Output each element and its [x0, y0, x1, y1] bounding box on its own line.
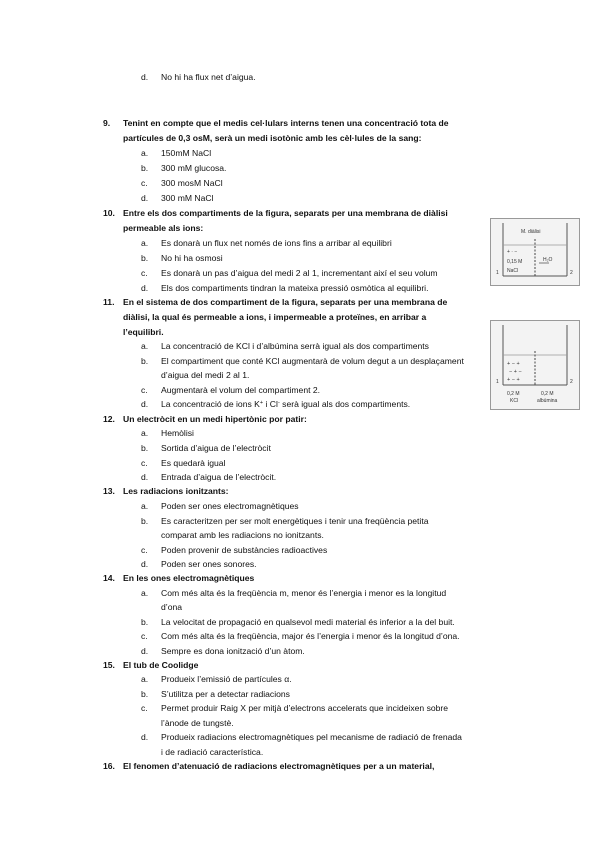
question-text: partícules de 0,3 osM, serà un medi isotònic amb les cèl·lules de la sang:	[123, 133, 422, 143]
option-text: Augmentarà el volum del compartiment 2.	[161, 385, 321, 395]
option-letter: c.	[141, 268, 148, 278]
q9-stem	[103, 118, 449, 129]
option-letter: b.	[141, 516, 149, 526]
option-text: d’ona	[161, 602, 183, 612]
q15-option-a	[141, 674, 292, 685]
q12-option-b	[141, 443, 271, 454]
q12-stem	[103, 414, 307, 425]
option-text: Hemòlisi	[161, 428, 194, 438]
q10-option-d	[141, 283, 428, 294]
option-letter: b.	[141, 356, 149, 366]
option-letter: d.	[141, 193, 149, 203]
option-text: 150mM NaCl	[161, 148, 212, 158]
ion-signs-2: − + −	[509, 369, 522, 375]
option-text: Poden provenir de substàncies radioactives	[161, 545, 328, 555]
right-solute: albúmina	[537, 398, 558, 404]
q16-stem	[103, 761, 434, 772]
question-text: Les radiacions ionitzants:	[123, 486, 229, 496]
question-text: En el sistema de dos compartiment de la figura, separats per una membrana de	[123, 297, 448, 307]
option-letter: b.	[141, 253, 149, 263]
option-text: El compartiment que conté KCl augmentarà de volum degut a un desplaçament	[161, 356, 464, 366]
option-letter: d.	[141, 646, 149, 656]
option-text: Permet produir Raig X per mitjà d’electrons accelerats que incideixen sobre	[161, 703, 449, 713]
superscript-plus: +	[259, 400, 264, 406]
question-text: permeable als ions:	[123, 223, 204, 233]
option-text: Poden ser ones electromagnètiques	[161, 501, 299, 511]
option-text: La concentració de KCl i d’albúmina serrà igual als dos compartiments	[161, 341, 429, 351]
q10-option-a	[141, 238, 392, 249]
option-letter: d.	[141, 283, 149, 293]
q14-option-c	[141, 631, 460, 642]
option-letter: d.	[141, 559, 149, 569]
option-letter: b.	[141, 163, 149, 173]
q9-option-b	[141, 163, 226, 174]
q11-option-b	[141, 356, 464, 367]
option-text: 300 mosM NaCl	[161, 178, 223, 188]
membrane-label: M. diàlisi	[521, 229, 541, 235]
question-number: 15.	[103, 660, 115, 670]
left-concentration: 0,2 M	[507, 391, 520, 397]
q11-stem-cont-2	[123, 327, 164, 338]
option-letter: c.	[141, 631, 148, 641]
q14-option-a	[141, 588, 446, 599]
option-text: Es donarà un pas d’aigua del medi 2 al 1, incrementant així el seu volum	[161, 268, 438, 278]
q15-option-c	[141, 703, 448, 714]
q12-option-c	[141, 458, 226, 469]
question-number: 16.	[103, 761, 115, 771]
q15-option-b	[141, 689, 290, 700]
q12-option-d	[141, 472, 276, 483]
q11-option-d	[141, 399, 410, 410]
q9-stem-cont	[123, 133, 422, 144]
question-number: 11.	[103, 297, 115, 307]
option-letter: c.	[141, 703, 148, 713]
q10-dialysis-figure	[490, 218, 580, 286]
question-text: Un electròcit en un medi hipertònic por patir:	[123, 414, 307, 424]
q11-stem	[103, 297, 447, 308]
question-number: 13.	[103, 486, 115, 496]
option-text: l’ànode de tungstè.	[161, 718, 234, 728]
option-text: La concentració de ions K	[161, 399, 260, 409]
option-text: Sempre es dona ionització d’un àtom.	[161, 646, 305, 656]
option-text: Es donarà un flux net només de ions fins a arribar al equilibri	[161, 238, 392, 248]
option-letter: a.	[141, 674, 149, 684]
q11-option-c	[141, 385, 320, 396]
side-2-label: 2	[570, 379, 573, 385]
q8-option-d	[141, 72, 256, 83]
option-text: S’utilitza per a detectar radiacions	[161, 689, 290, 699]
superscript-minus: -	[277, 400, 280, 406]
option-letter: c.	[141, 178, 148, 188]
q14-stem	[103, 573, 254, 584]
option-letter: a.	[141, 238, 149, 248]
q9-option-a	[141, 148, 211, 159]
option-text: serà igual als dos compartiments.	[279, 399, 411, 409]
option-text: i Cl	[263, 399, 278, 409]
option-letter: a.	[141, 341, 149, 351]
question-text: l’equilibri.	[123, 327, 164, 337]
q13-option-a	[141, 501, 299, 512]
kcl-albumin-diagram	[491, 321, 579, 409]
option-letter: d.	[141, 399, 149, 409]
option-letter: c.	[141, 458, 148, 468]
q10-stem-cont	[123, 223, 203, 234]
option-text: Com més alta és la freqüència m, menor és l’energia i menor es la longitud	[161, 588, 447, 598]
q11-option-b-cont	[161, 370, 249, 381]
question-number: 9.	[103, 118, 111, 128]
option-text: Poden ser ones sonores.	[161, 559, 257, 569]
q13-option-c	[141, 545, 327, 556]
q15-option-d	[141, 732, 462, 743]
option-letter: a.	[141, 148, 149, 158]
q15-option-d-cont	[161, 747, 263, 758]
option-text: Produeix radiacions electromagnètiques pel mecanisme de radiació de frenada	[161, 732, 462, 742]
option-text: No hi ha osmosi	[161, 253, 223, 263]
q13-stem	[103, 486, 229, 497]
q14-option-b	[141, 617, 455, 628]
q9-option-d	[141, 193, 214, 204]
question-text: En les ones electromagnètiques	[123, 573, 255, 583]
option-text: 300 mM NaCl	[161, 193, 214, 203]
ion-signs-3: + − +	[507, 377, 520, 383]
q11-dialysis-figure	[490, 320, 580, 410]
left-solute: KCl	[510, 398, 519, 404]
q10-option-b	[141, 253, 223, 264]
option-letter: c.	[141, 385, 148, 395]
option-text: Els dos compartiments tindran la mateixa pressió osmòtica al equilibri.	[161, 283, 429, 293]
left-solute: NaCl	[507, 268, 519, 274]
question-text: Entre els dos compartiments de la figura, separats per una membrana de diàlisi	[123, 208, 448, 218]
option-letter: d.	[141, 72, 149, 82]
option-letter: d.	[141, 732, 149, 742]
option-text: Sortida d’aigua de l’electròcit	[161, 443, 271, 453]
option-text: La velocitat de propagació en qualsevol medi material és inferior a la del buit.	[161, 617, 455, 627]
option-text: i de radiació característica.	[161, 747, 264, 757]
option-text: No hi ha flux net d’aigua.	[161, 72, 256, 82]
option-text: Com més alta és la freqüència, major és l’energia i menor és la longitud d’ona.	[161, 631, 460, 641]
q13-option-b-cont	[161, 530, 324, 541]
ion-signs-1: + − +	[507, 361, 520, 367]
side-1-label: 1	[496, 379, 499, 385]
right-concentration: 0,2 M	[541, 391, 554, 397]
q9-option-c	[141, 178, 223, 189]
option-letter: a.	[141, 588, 149, 598]
left-concentration: 0,15 M	[507, 259, 523, 265]
option-text: 300 mM glucosa.	[161, 163, 227, 173]
dialysis-diagram	[491, 219, 579, 285]
q13-option-d	[141, 559, 257, 570]
question-number: 14.	[103, 573, 115, 583]
question-text: El tub de Coolidge	[123, 660, 199, 670]
q14-option-a-cont	[161, 602, 182, 613]
option-text: d’aigua del medi 2 al 1.	[161, 370, 250, 380]
option-text: Es quedarà igual	[161, 458, 226, 468]
q11-stem-cont-1	[123, 312, 426, 323]
q14-option-d	[141, 646, 305, 657]
side-1-label: 1	[496, 270, 499, 276]
ion-signs: + · −	[507, 249, 518, 255]
water-label: H₂O	[543, 257, 553, 263]
option-letter: b.	[141, 443, 149, 453]
question-number: 10.	[103, 208, 115, 218]
question-text: diàlisi, la qual és permeable a ions, i impermeable a proteïnes, en arribar a	[123, 312, 427, 322]
q11-option-a	[141, 341, 429, 352]
q12-option-a	[141, 428, 194, 439]
option-text: comparat amb les radiacions no ionitzants.	[161, 530, 324, 540]
question-number: 12.	[103, 414, 115, 424]
q10-stem	[103, 208, 448, 219]
question-text: El fenomen d’atenuació de radiacions electromagnètiques per a un material,	[123, 761, 435, 771]
q10-option-c	[141, 268, 438, 279]
option-letter: a.	[141, 501, 149, 511]
question-text: Tenint en compte que el medis cel·lulars interns tenen una concentració tota de	[123, 118, 449, 128]
option-letter: a.	[141, 428, 149, 438]
side-2-label: 2	[570, 270, 573, 276]
option-text: Es caracteritzen per ser molt energètiques i tenir una freqüència petita	[161, 516, 429, 526]
option-text: Entrada d’aigua de l’electròcit.	[161, 472, 277, 482]
option-letter: c.	[141, 545, 148, 555]
option-letter: b.	[141, 617, 149, 627]
option-letter: d.	[141, 472, 149, 482]
q13-option-b	[141, 516, 429, 527]
q15-option-c-cont	[161, 718, 234, 729]
q15-stem	[103, 660, 198, 671]
option-letter: b.	[141, 689, 149, 699]
option-text: Produeix l’emissió de partícules α.	[161, 674, 292, 684]
